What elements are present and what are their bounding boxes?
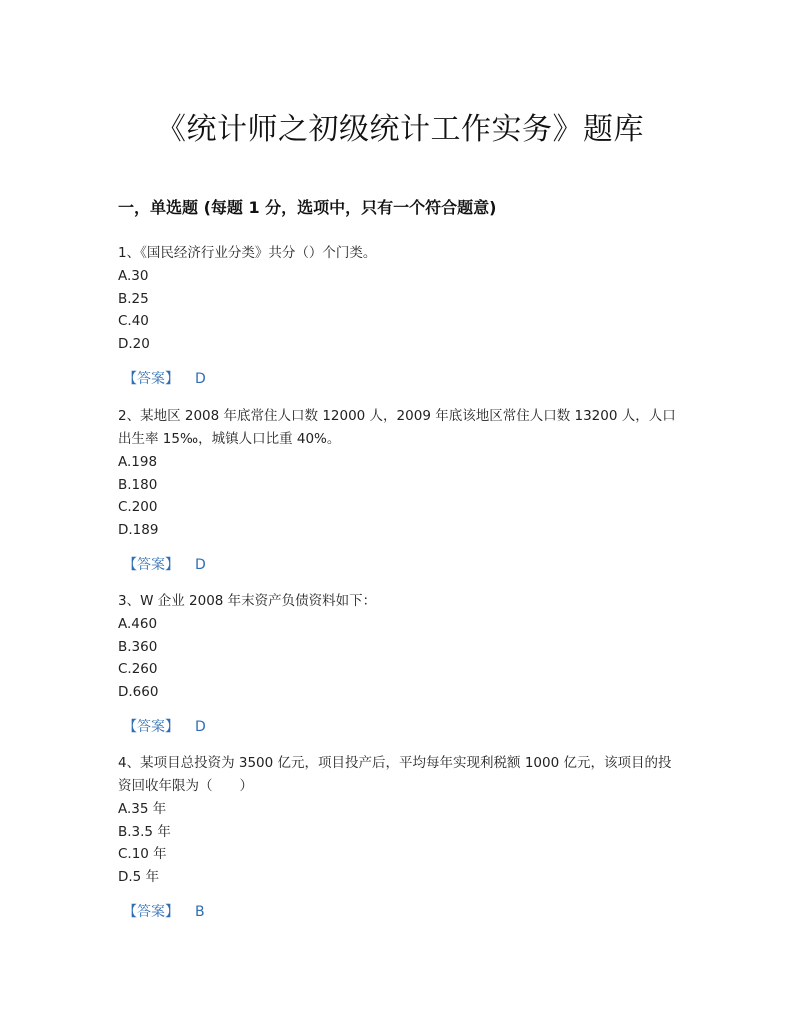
answer-row <box>118 555 683 575</box>
option-c: C.200 <box>118 499 158 515</box>
question-stem: 1、《国民经济行业分类》共分（）个门类。 <box>118 245 377 261</box>
option-a: A.35 年 <box>118 801 167 817</box>
answer-label: 【答案】 <box>123 557 179 573</box>
option-d: D.660 <box>118 683 159 700</box>
document-title: 《统计师之初级统计工作实务》题库 <box>156 112 644 147</box>
question-2 <box>118 405 683 575</box>
option-d: D.5 年 <box>118 868 160 885</box>
answer-label: 【答案】 <box>123 371 179 387</box>
question-4 <box>118 752 683 922</box>
question-3 <box>118 590 683 737</box>
answer-row <box>118 717 683 737</box>
answer-value: D <box>195 371 206 387</box>
option-c: C.260 <box>118 661 158 677</box>
option-b: B.25 <box>118 290 149 307</box>
option-d: D.189 <box>118 521 159 538</box>
answer-row <box>118 369 683 389</box>
option-d: D.20 <box>118 335 150 352</box>
question-stem: 3、W 企业 2008 年末资产负债资料如下： <box>118 593 377 609</box>
option-b: B.180 <box>118 476 158 493</box>
option-a: A.30 <box>118 268 149 284</box>
question-stem: 2、某地区 2008 年底常住人口数 12000 人，2009 年底该地区常住人口数 13200 人，人口出生率 15‰，城镇人口比重 40%。 <box>118 408 676 447</box>
question-stem: 4、某项目总投资为 3500 亿元，项目投产后，平均每年实现利税额 1000 亿元，该项目的投资回收年限为（ ） <box>118 755 672 794</box>
answer-label: 【答案】 <box>123 904 179 920</box>
answer-value: D <box>195 719 206 735</box>
question-1 <box>118 242 683 389</box>
option-b: B.360 <box>118 638 158 655</box>
option-c: C.40 <box>118 313 149 329</box>
option-a: A.460 <box>118 616 158 632</box>
section-heading: 一，单选题 (每题 1 分，选项中，只有一个符合题意) <box>118 198 497 217</box>
option-b: B.3.5 年 <box>118 823 171 840</box>
answer-value: D <box>195 557 206 573</box>
answer-label: 【答案】 <box>123 719 179 735</box>
answer-value: B <box>195 904 205 920</box>
option-a: A.198 <box>118 454 158 470</box>
option-c: C.10 年 <box>118 846 167 862</box>
answer-row <box>118 902 683 922</box>
